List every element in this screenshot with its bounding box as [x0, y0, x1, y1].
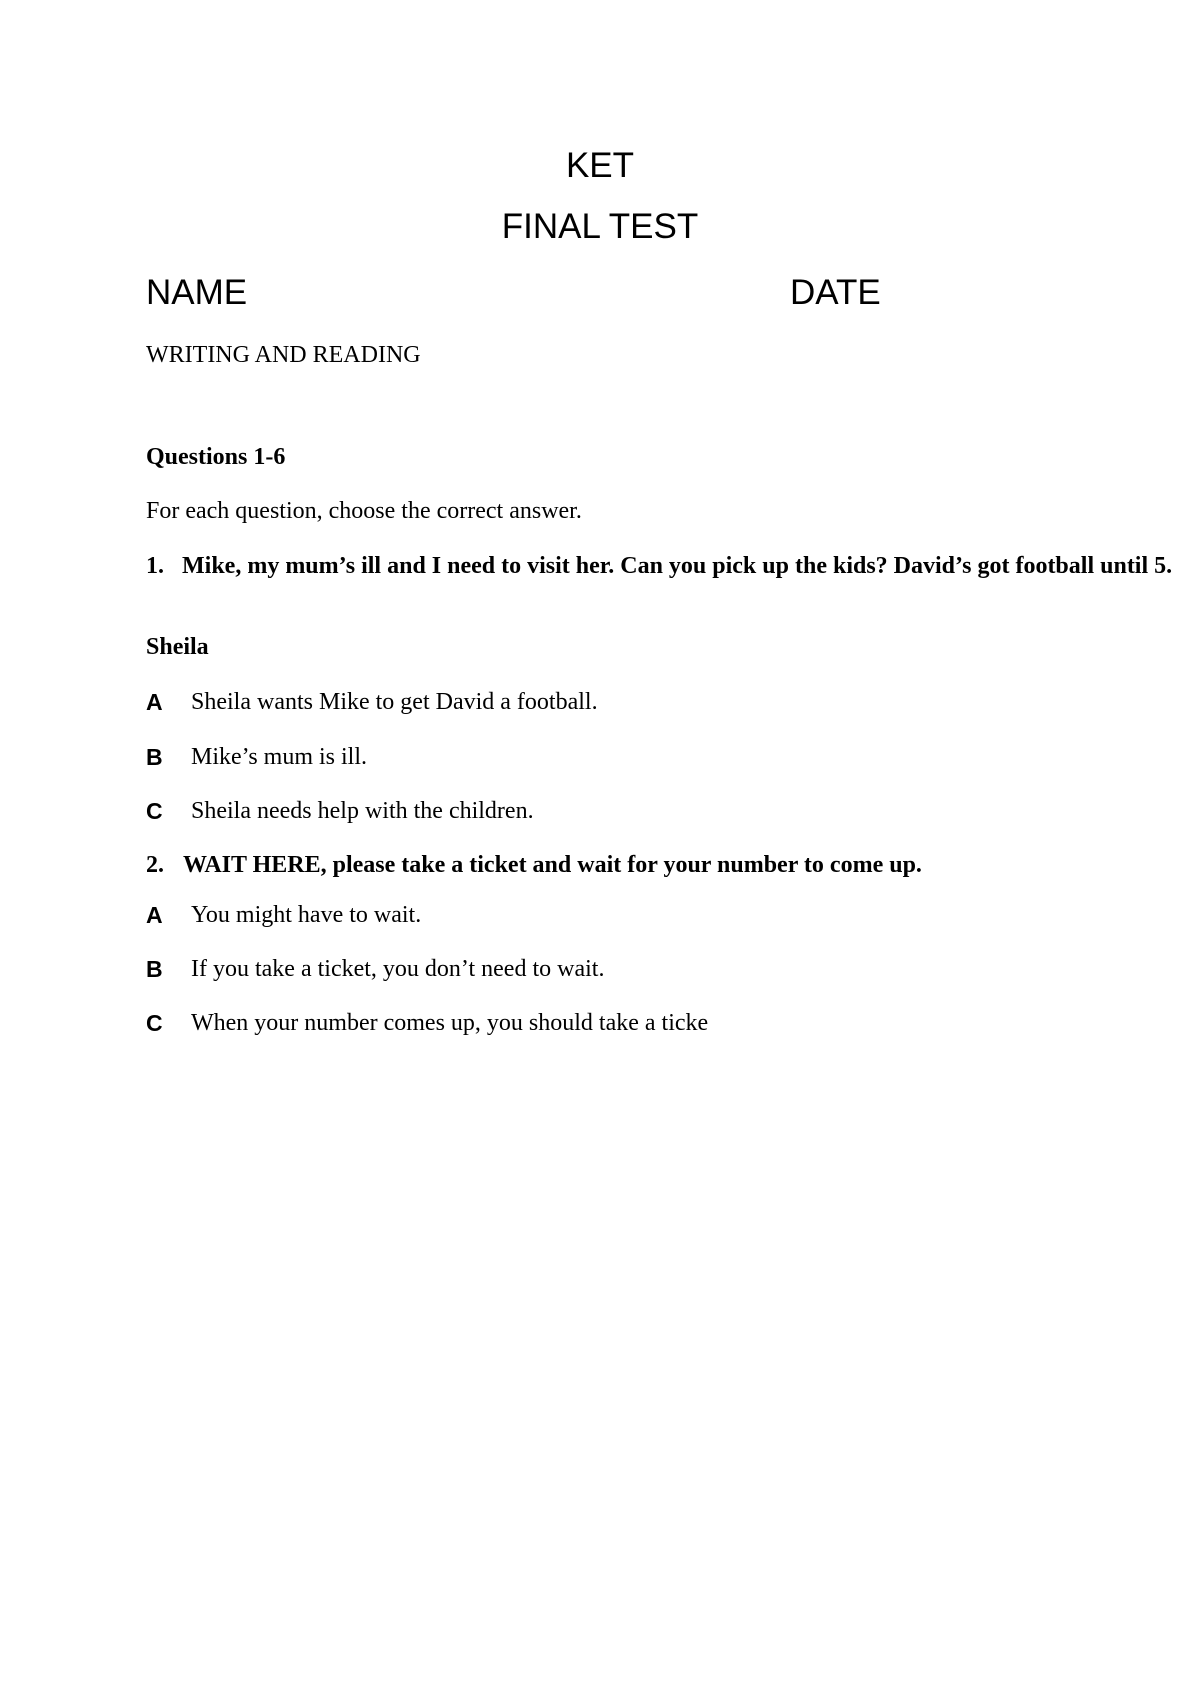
- page-title: KET: [565, 146, 635, 185]
- question-2-option-c-text: When your number comes up, you should take a ticke: [191, 1010, 709, 1036]
- questions-heading: Questions 1-6: [146, 444, 286, 470]
- name-label: NAME: [146, 273, 248, 312]
- question-1-signoff: Sheila: [146, 634, 209, 660]
- date-label: DATE: [790, 273, 881, 312]
- questions-instruction: For each question, choose the correct answer.: [146, 498, 582, 524]
- question-2-option-a-letter: A: [146, 902, 163, 928]
- question-2-text: WAIT HERE, please take a ticket and wait for your number to come up.: [183, 852, 922, 878]
- question-1-option-b-letter: B: [146, 744, 163, 770]
- question-2-option-c-letter: C: [146, 1010, 163, 1036]
- question-1-option-c-text: Sheila needs help with the children.: [191, 798, 534, 824]
- question-2-number: 2.: [146, 852, 164, 878]
- question-2-option-b-text: If you take a ticket, you don’t need to wait.: [191, 956, 605, 982]
- question-2-option-a-text: You might have to wait.: [191, 902, 422, 928]
- question-1-option-a-text: Sheila wants Mike to get David a football.: [191, 689, 598, 715]
- question-1-option-c-letter: C: [146, 798, 163, 824]
- page-subtitle: FINAL TEST: [501, 207, 699, 246]
- question-1-option-a-letter: A: [146, 689, 163, 715]
- question-1-number: 1.: [146, 553, 164, 579]
- question-1-text: Mike, my mum’s ill and I need to visit her. Can you pick up the kids? David’s got football until 5.: [182, 553, 1173, 579]
- section-label: WRITING AND READING: [146, 342, 421, 368]
- question-1-option-b-text: Mike’s mum is ill.: [191, 744, 368, 770]
- question-2-option-b-letter: B: [146, 956, 163, 982]
